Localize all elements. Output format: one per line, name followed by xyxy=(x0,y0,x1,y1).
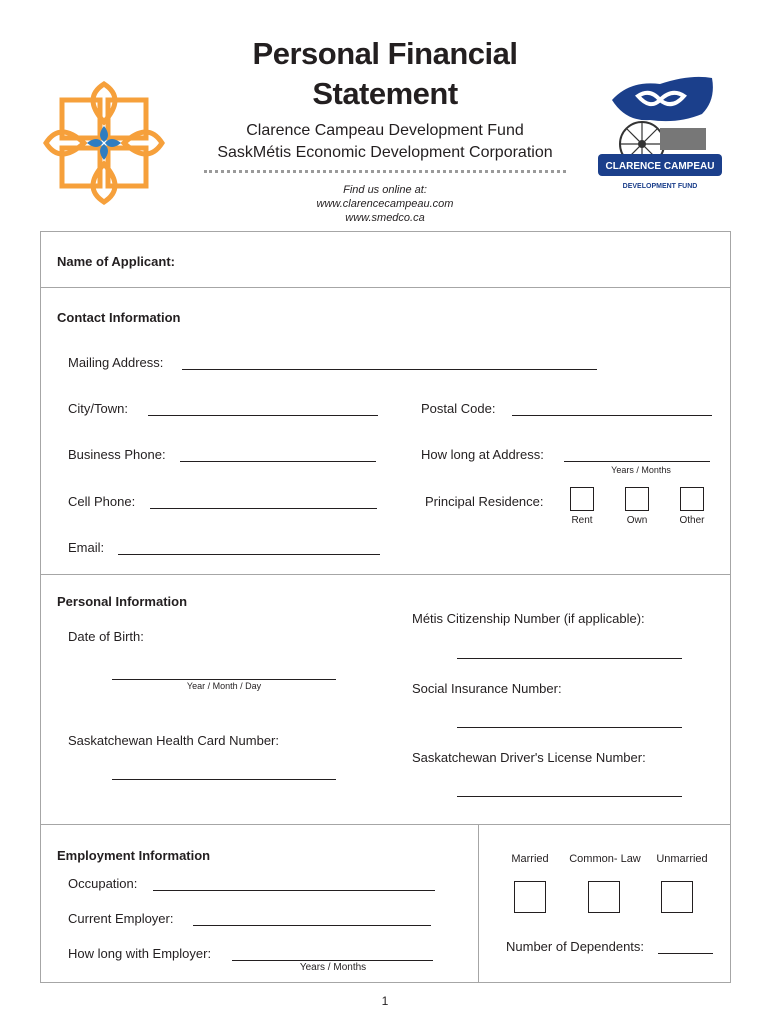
logo-arc-text-2: DEVELOPMENT FUND xyxy=(622,183,698,190)
title-line-1: Personal Financial xyxy=(252,36,518,71)
cell-field[interactable] xyxy=(150,508,377,509)
principal-label: Principal Residence: xyxy=(425,494,544,509)
applicant-label: Name of Applicant: xyxy=(57,254,175,269)
postal-label: Postal Code: xyxy=(421,401,496,416)
employment-heading: Employment Information xyxy=(57,848,211,863)
metis-label: Métis Citizenship Number (if applicable): xyxy=(412,611,645,626)
how-long-address-label: How long at Address: xyxy=(421,447,544,462)
metis-field[interactable] xyxy=(457,658,682,659)
occupation-label: Occupation: xyxy=(68,876,138,891)
occupation-field[interactable] xyxy=(153,890,435,891)
employer-years-months: Years / Months xyxy=(299,962,367,973)
other-checkbox[interactable] xyxy=(680,487,704,511)
common-law-label: Common- Law xyxy=(569,853,641,865)
org-name-2: SaskMétis Economic Development Corporation xyxy=(217,144,553,161)
dob-field[interactable] xyxy=(112,679,336,680)
dob-label: Date of Birth: xyxy=(68,629,144,644)
unmarried-checkbox[interactable] xyxy=(661,881,693,913)
email-label: Email: xyxy=(68,540,105,555)
married-checkbox[interactable] xyxy=(514,881,546,913)
org-name-1: Clarence Campeau Development Fund xyxy=(246,122,524,139)
page-title xyxy=(240,34,530,114)
logo-arc-text: CLARENCE CAMPEAU xyxy=(605,161,715,172)
title-line-2: Statement xyxy=(312,76,458,111)
divider-vertical xyxy=(478,824,479,983)
city-label: City/Town: xyxy=(68,401,128,416)
other-label: Other xyxy=(679,515,705,526)
own-label: Own xyxy=(626,515,648,526)
health-card-field[interactable] xyxy=(112,779,336,780)
city-field[interactable] xyxy=(148,415,378,416)
sin-label: Social Insurance Number: xyxy=(412,681,562,696)
postal-field[interactable] xyxy=(512,415,712,416)
divider-1 xyxy=(40,287,731,288)
dependents-field[interactable] xyxy=(658,953,713,954)
email-field[interactable] xyxy=(118,554,380,555)
divider-2 xyxy=(40,574,731,575)
business-phone-label: Business Phone: xyxy=(68,447,166,462)
rent-checkbox[interactable] xyxy=(570,487,594,511)
find-us-text: Find us online at: xyxy=(343,184,427,196)
license-field[interactable] xyxy=(457,796,682,797)
url-clarence: www.clarencecampeau.com xyxy=(316,198,454,210)
married-label: Married xyxy=(511,853,549,865)
dependents-label: Number of Dependents: xyxy=(506,939,645,954)
personal-heading: Personal Information xyxy=(57,594,188,609)
clarence-campeau-logo xyxy=(590,70,730,195)
how-long-employer-label: How long with Employer: xyxy=(68,946,212,961)
contact-heading: Contact Information xyxy=(57,310,181,325)
how-long-employer-field[interactable] xyxy=(232,960,433,961)
cell-label: Cell Phone: xyxy=(68,494,136,509)
common-law-checkbox[interactable] xyxy=(588,881,620,913)
employer-field[interactable] xyxy=(193,925,431,926)
unmarried-label: Unmarried xyxy=(656,853,708,865)
employer-label: Current Employer: xyxy=(68,911,174,926)
dotted-divider xyxy=(204,170,566,173)
health-card-label: Saskatchewan Health Card Number: xyxy=(68,733,279,748)
url-smedco: www.smedco.ca xyxy=(345,212,425,224)
smedco-logo xyxy=(40,78,168,208)
own-checkbox[interactable] xyxy=(625,487,649,511)
dob-format: Year / Month / Day xyxy=(186,681,262,691)
how-long-address-field[interactable] xyxy=(564,461,710,462)
business-phone-field[interactable] xyxy=(180,461,376,462)
sin-field[interactable] xyxy=(457,727,682,728)
page-number: 1 xyxy=(381,994,389,1008)
license-label: Saskatchewan Driver's License Number: xyxy=(412,750,646,765)
divider-3 xyxy=(40,824,731,825)
address-years-months: Years / Months xyxy=(611,465,671,475)
mailing-field[interactable] xyxy=(182,369,597,370)
mailing-label: Mailing Address: xyxy=(68,355,164,370)
rent-label: Rent xyxy=(571,515,593,526)
